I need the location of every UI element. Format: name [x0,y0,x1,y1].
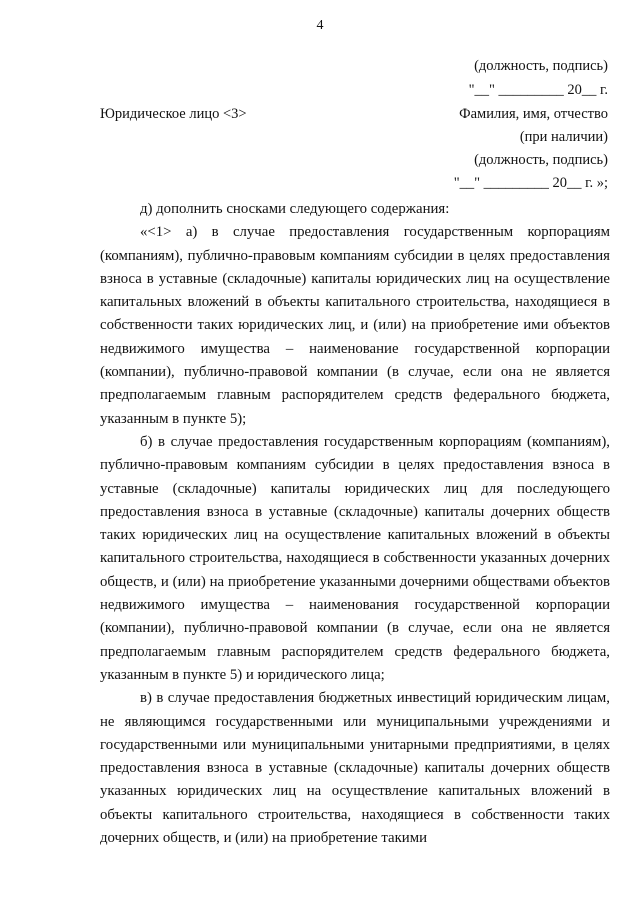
footnote-paragraph-a: «<1> а) в случае предоставления государственным корпорациям (компаниям), публично-правовым компаниям субсидии в целях предоставления взноса в уставные (складочные) капиталы юридических лиц на осуществление капитальных вложений в объекты капитального строительства, находящиеся в собственности таких юридических лиц, и (или) на приобретение ими объектов недвижимого имущества – наименование государственной корпорации (компании), публично-правовой компании (в случае, если она не является предполагаемым главным распорядителем средств федерального бюджета, указанным в пункте 5); [100,224,610,427]
full-name-label: Фамилия, имя, отчество [459,106,608,122]
if-any-label: (при наличии) [519,129,608,145]
date-line: "__" _________ 20__ г. »; [453,175,608,191]
intro-paragraph: д) дополнить сносками следующего содержания: [140,201,450,217]
footnote-paragraph-b: б) в случае предоставления государственным корпорациям (компаниям), публично-правовым компаниям субсидии в целях предоставления взноса в уставные (складочные) капиталы юридических лиц для последующего предоставления взноса в уставные (складочные) капиталы дочерних обществ таких юридических лиц на осуществление капитальных вложений в объекты капитального строительства, находящиеся в собственности указанных дочерних обществ, и (или) на приобретение указанными дочерними обществами объектов недвижимого имущества – наименования государственной корпорации (компании), публично-правовой компании (в случае, если она не является предполагаемым главным распорядителем средств федерального бюджета, указанным в пункте 5) и юридического лица; [100,433,610,683]
legal-entity-label: Юридическое лицо <3> [100,106,247,122]
page-number: 4 [316,18,324,33]
footnote-paragraph-c: в) в случае предоставления бюджетных инвестиций юридическим лицам, не являющимся государственными или муниципальными учреждениями и государственными или муниципальными унитарными предприятиями, в целях предоставления взноса в уставные (складочные) капиталы дочерних обществ указанных юридических лиц на осуществление капитальных вложений в объекты капитального строительства, находящиеся в собственности таких дочерних обществ, и (или) на приобретение такими [100,690,610,847]
position-signature-label: (должность, подпись) [474,152,608,168]
date-line-top: "__" _________ 20__ г. [468,82,608,98]
position-signature-label-top: (должность, подпись) [474,58,608,74]
document-body [100,198,610,850]
